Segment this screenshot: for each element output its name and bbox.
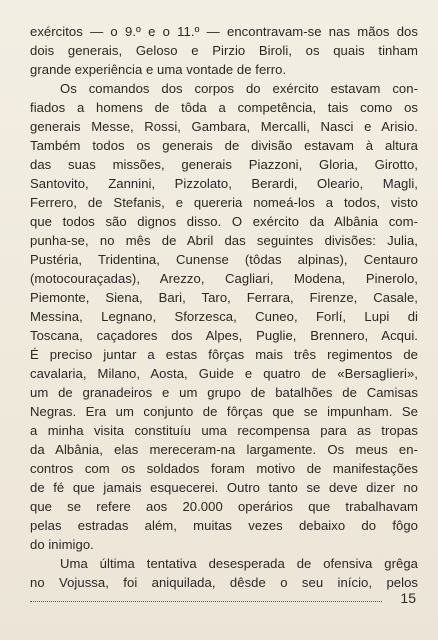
text-line: que todos são dignos disso. O exército da Albânia com- — [30, 214, 418, 229]
text-line: Ferrero, de Stefanis, e quereria nomeá-los a todos, visto — [30, 195, 418, 210]
text-line: Messina, Legnano, Sforzesca, Cuneo, Forlí, Lupi di — [30, 309, 418, 324]
text-line: generais Messe, Rossi, Gambara, Mercalli, Nasci e Arisio. — [30, 119, 418, 134]
text-line: cavalaria, Milano, Aosta, Guide e quatro de «Bersaglieri», — [30, 366, 418, 381]
text-line: Pustéria, Tridentina, Cunense (tôdas alpinas), Centauro — [30, 252, 418, 267]
text-line: pelas estradas além, muitas vezes debaixo do fôgo — [30, 518, 418, 533]
text-line: a minha visita constituíu uma recompensa para as tropas — [30, 423, 418, 438]
page-number: 15 — [400, 590, 416, 606]
text-line: da Albânia, elas mereceram-na largamente. Os meus en- — [30, 442, 418, 457]
text-line: de fé que jamais esquecerei. Outro tanto se deve dizer no — [30, 480, 418, 495]
text-line: punha-se, no mês de Abril das seguintes divisões: Julia, — [30, 233, 418, 248]
text-line: Também todos os generais de divisão estavam à altura — [30, 138, 418, 153]
text-line: Os comandos dos corpos do exército estavam con- — [60, 81, 418, 96]
text-line: fiados a homens de tôda a competência, tais como os — [30, 100, 418, 115]
text-line: (motocouraçadas), Arezzo, Cagliari, Modena, Pinerolo, — [30, 271, 418, 286]
text-line: Uma última tentativa desesperada de ofensiva grêga — [60, 556, 418, 571]
text-line: É preciso juntar a estas fôrças mais três regimentos de — [30, 347, 418, 362]
text-line: grande experiência e uma vontade de ferro. — [30, 62, 287, 77]
text-line: Negras. Era um conjunto de fôrças que se impunham. Se — [30, 404, 418, 419]
text-line: no Vojussa, foi aniquilada, dêsde o seu início, pelos — [30, 575, 418, 590]
text-line: Piemonte, Siena, Bari, Taro, Ferrara, Firenze, Casale, — [30, 290, 418, 305]
body-text — [30, 22, 418, 592]
text-line: um de granadeiros e um grupo de batalhões de Camisas — [30, 385, 418, 400]
text-line: Toscana, caçadores dos Alpes, Puglie, Brennero, Acqui. — [30, 328, 418, 343]
text-line: contros com os soldados foram motivo de manifestações — [30, 461, 418, 476]
text-line: Santovito, Zannini, Pizzolato, Berardi, Oleario, Magli, — [30, 176, 418, 191]
page-footer — [30, 590, 418, 612]
text-line: que se refere aos 20.000 operários que trabalhavam — [30, 499, 418, 514]
text-line: dois generais, Geloso e Pirzio Biroli, os quais tinham — [30, 43, 418, 58]
text-line: exércitos — o 9.º e o 11.º — encontravam-se nas mãos dos — [30, 24, 418, 39]
footer-dotted-rule — [30, 601, 382, 602]
text-line: das suas missões, generais Piazzoni, Gloria, Girotto, — [30, 157, 418, 172]
text-line: do inimigo. — [30, 537, 94, 552]
